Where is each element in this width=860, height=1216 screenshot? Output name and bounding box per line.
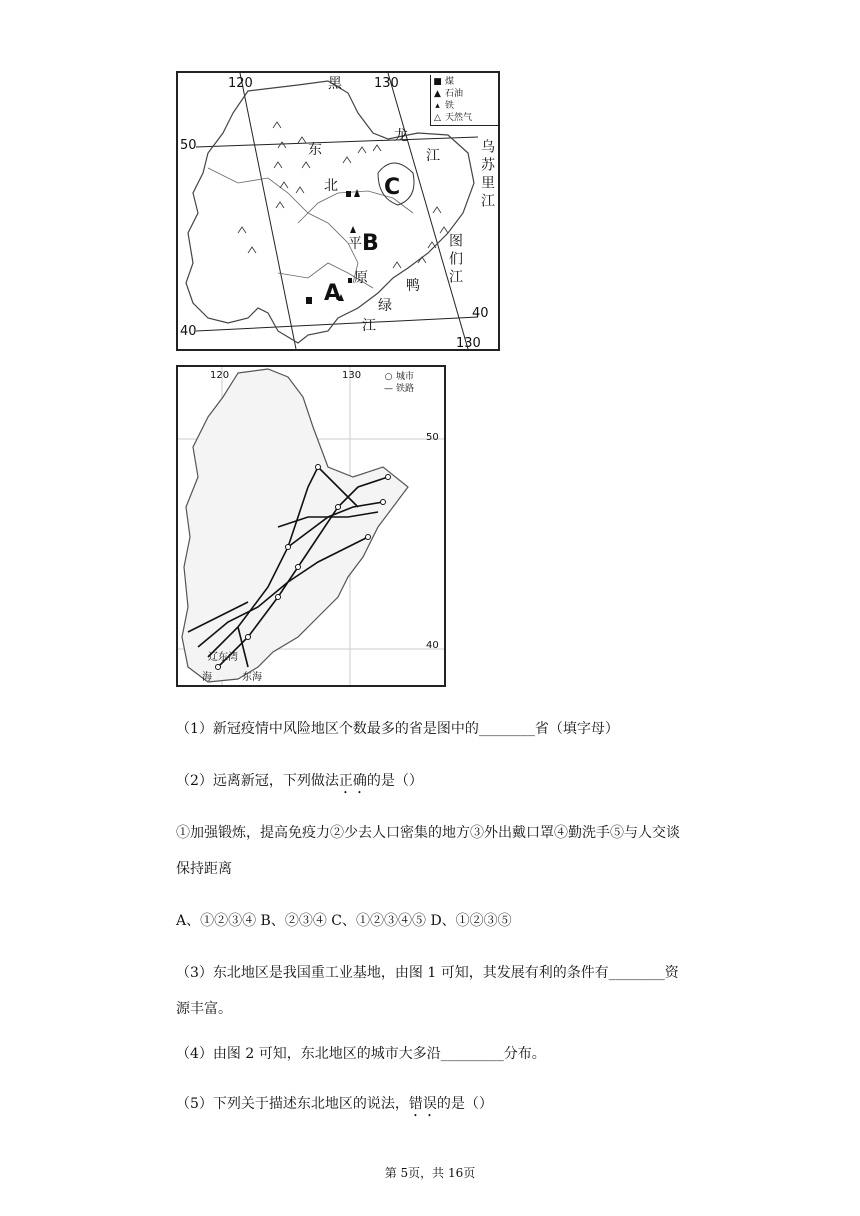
legend-city: ○ 城市: [384, 372, 415, 382]
emphasis-correct: 正确: [338, 773, 367, 789]
city-icon: ○: [384, 372, 393, 382]
lat-label-40-right: 40: [472, 306, 489, 321]
question-2: （2）远离新冠，下列做法正确的是（）: [176, 773, 423, 789]
lon-label-130: 130: [342, 370, 362, 381]
river-label-hei: 黑: [328, 76, 342, 92]
gas-icon: △: [434, 113, 441, 123]
lon-label-120: 120: [210, 370, 230, 381]
sea-label: 海: [202, 672, 212, 683]
lat-label-50: 50: [426, 432, 439, 443]
river-label-jiang: 江: [426, 148, 440, 164]
question-1: （1）新冠疫情中风险地区个数最多的省是图中的________省（填字母）: [176, 721, 619, 737]
lon-label-130-bottom: 130: [456, 336, 481, 351]
railway-city-map: [176, 365, 446, 687]
railway-icon: —: [384, 384, 393, 394]
plain-label-dong: 东: [308, 142, 322, 158]
question-3-line2: 源丰富。: [176, 1001, 232, 1017]
river-label-ya: 鸭: [406, 278, 420, 294]
region-label-a: A: [324, 281, 342, 306]
plain-label-yuan: 原: [354, 270, 368, 286]
question-4: （4）由图 2 可知，东北地区的城市大多沿_________分布。: [176, 1046, 546, 1062]
emphasis-wrong: 错误: [408, 1096, 437, 1112]
coal-icon: ■: [433, 77, 442, 87]
sea-label-donghai: 东海: [242, 672, 262, 683]
oil-icon: ▲: [434, 89, 441, 99]
plain-label-bei: 北: [324, 178, 338, 194]
legend-iron: ▴ 铁: [433, 100, 497, 112]
legend-gas: △ 天然气: [434, 113, 473, 123]
question-2-items-line1: ①加强锻炼，提高免疫力②少去人口密集的地方③外出戴口罩④勤洗手⑤与人交谈: [176, 825, 680, 841]
lon-label-120: 120: [228, 76, 253, 91]
iron-icon: ▴: [435, 101, 440, 111]
resource-map: [176, 71, 500, 351]
plain-label-ping: 平: [348, 236, 362, 252]
river-label-wusuli: 乌苏里江: [479, 139, 495, 211]
region-label-b: B: [362, 231, 379, 256]
railway-city-map-drawing: [178, 367, 444, 685]
lat-label-40: 40: [426, 640, 439, 651]
resource-legend: [430, 75, 499, 126]
legend-railway: — 铁路: [384, 384, 415, 394]
railway-legend: [384, 371, 438, 395]
question-2-items-line2: 保持距离: [176, 861, 232, 877]
page-footer: 第 5页，共 16页: [384, 1166, 476, 1180]
river-label-long: 龙: [394, 128, 408, 144]
lon-label-130: 130: [374, 76, 399, 91]
lat-label-40: 40: [180, 324, 197, 339]
question-5: （5）下列关于描述东北地区的说法，错误的是（）: [176, 1096, 493, 1112]
river-label-tumen: 图们江: [447, 233, 463, 287]
river-label-yalu-jiang: 江: [362, 318, 376, 334]
lat-label-50: 50: [180, 138, 197, 153]
question-2-options: A、①②③④ B、②③④ C、①②③④⑤ D、①②③⑤: [176, 913, 512, 929]
question-3-line1: （3）东北地区是我国重工业基地，由图 1 可知，其发展有利的条件有________资: [176, 965, 679, 981]
bay-label: 辽东湾: [208, 652, 238, 663]
legend-oil: ▲ 石油: [434, 89, 464, 99]
region-label-c: C: [384, 175, 401, 200]
river-label-lu: 绿: [378, 298, 392, 314]
legend-coal: ■ 煤: [433, 77, 455, 87]
